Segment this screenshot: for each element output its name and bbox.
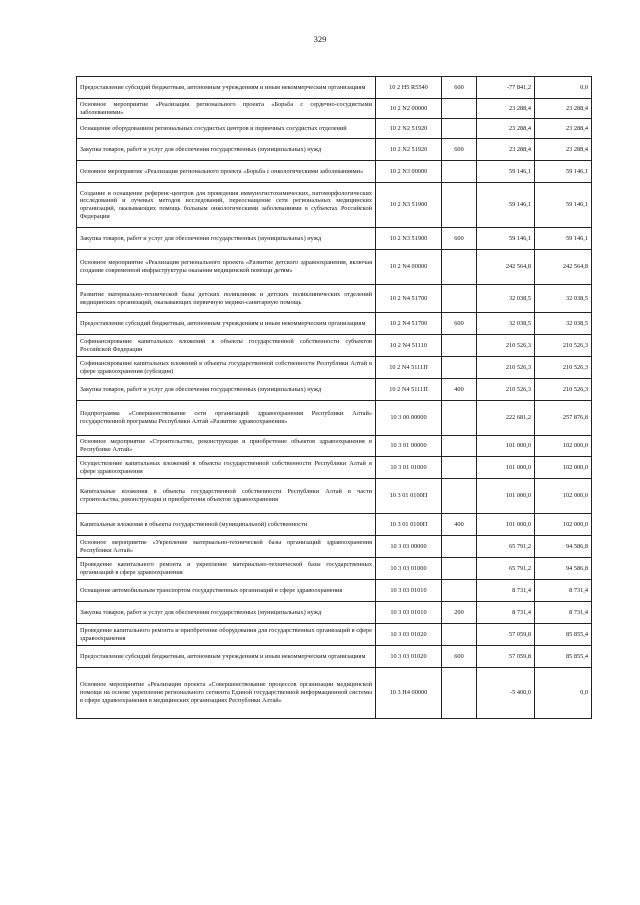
table-row — [77, 250, 592, 285]
row-amount-2-cell: 102 000,0 — [535, 479, 592, 514]
row-amount-2-cell: 59 146,1 — [535, 183, 592, 228]
row-amount-1-cell: 8 731,4 — [477, 602, 535, 624]
row-code-cell: 10 2 N3 51900 — [376, 183, 442, 228]
row-expense-type-cell — [442, 457, 477, 479]
row-code-cell: 10 3 01 00000 — [376, 436, 442, 457]
row-expense-type-cell — [442, 668, 477, 719]
row-name-cell: Осуществление капитальных вложений в объекты государственной собственности Республики Алтай в сфере здравоохранения — [77, 457, 376, 479]
row-amount-2-cell: 59 146,1 — [535, 228, 592, 250]
row-expense-type-cell — [442, 558, 477, 580]
table-row — [77, 624, 592, 646]
row-name-cell: Оснащение оборудованием региональных сосудистых центров и первичных сосудистых отделений — [77, 119, 376, 139]
row-amount-1-cell: 222 681,2 — [477, 401, 535, 436]
row-amount-2-cell: 59 146,1 — [535, 161, 592, 183]
table-row — [77, 119, 592, 139]
row-code-cell: 10 2 N2 00000 — [376, 99, 442, 119]
row-amount-2-cell: 102 000,0 — [535, 514, 592, 536]
row-amount-1-cell: 32 038,5 — [477, 313, 535, 335]
budget-table — [76, 76, 592, 719]
table-row — [77, 285, 592, 313]
table-row — [77, 580, 592, 602]
row-expense-type-cell — [442, 479, 477, 514]
row-code-cell: 10 3 03 01020 — [376, 646, 442, 668]
row-amount-1-cell: 101 000,0 — [477, 457, 535, 479]
row-code-cell: 10 2 N4 00000 — [376, 250, 442, 285]
row-code-cell: 10 2 N4 51700 — [376, 285, 442, 313]
table-row — [77, 602, 592, 624]
row-amount-2-cell: 102 000,0 — [535, 457, 592, 479]
row-name-cell: Развитие материально-технической базы детских поликлиник и детских поликлинических отделений медицинских организаций, оказывающих первичную медико-санитарную помощь — [77, 285, 376, 313]
row-expense-type-cell — [442, 536, 477, 558]
row-amount-1-cell: 65 791,2 — [477, 536, 535, 558]
row-expense-type-cell — [442, 580, 477, 602]
page-number: 329 — [313, 34, 327, 44]
row-expense-type-cell: 600 — [442, 139, 477, 161]
row-name-cell: Оснащение автомобильным транспортом государственных организаций в сфере здравоохранения — [77, 580, 376, 602]
row-amount-2-cell: 257 876,8 — [535, 401, 592, 436]
row-code-cell: 10 2 N3 51900 — [376, 228, 442, 250]
row-amount-2-cell: 210 526,3 — [535, 357, 592, 379]
row-code-cell: 10 3 03 01000 — [376, 558, 442, 580]
table-row — [77, 646, 592, 668]
row-name-cell: Закупка товаров, работ и услуг для обеспечения государственных (муниципальных) нужд — [77, 139, 376, 161]
row-amount-1-cell: 101 000,0 — [477, 514, 535, 536]
row-amount-2-cell: 32 038,5 — [535, 313, 592, 335]
row-amount-1-cell: 210 526,3 — [477, 379, 535, 401]
row-expense-type-cell — [442, 401, 477, 436]
row-code-cell: 10 3 01 0100П — [376, 514, 442, 536]
row-amount-2-cell: 102 000,0 — [535, 436, 592, 457]
row-code-cell: 10 2 N4 5111П — [376, 357, 442, 379]
row-name-cell: Предоставление субсидий бюджетным, автономным учреждениям и иным некоммерческим организациям — [77, 77, 376, 99]
row-amount-1-cell: 57 059,8 — [477, 624, 535, 646]
row-code-cell: 10 3 03 01010 — [376, 580, 442, 602]
table-row — [77, 668, 592, 719]
table-row — [77, 99, 592, 119]
table-row — [77, 514, 592, 536]
row-amount-2-cell: 210 526,3 — [535, 335, 592, 357]
row-code-cell: 10 3 01 0100П — [376, 479, 442, 514]
row-code-cell: 10 2 N4 51700 — [376, 313, 442, 335]
row-name-cell: Основное мероприятие «Реализация регионального проекта «Развитие детского здравоохранения, включая создание современной инфраструктуры оказания медицинской помощи детям» — [77, 250, 376, 285]
row-code-cell: 10 3 01 01000 — [376, 457, 442, 479]
row-amount-2-cell: 32 038,5 — [535, 285, 592, 313]
row-amount-2-cell: 0,0 — [535, 77, 592, 99]
row-expense-type-cell — [442, 285, 477, 313]
table-row — [77, 558, 592, 580]
row-expense-type-cell — [442, 357, 477, 379]
row-amount-2-cell: 8 731,4 — [535, 602, 592, 624]
row-amount-2-cell: 85 855,4 — [535, 624, 592, 646]
row-expense-type-cell: 600 — [442, 228, 477, 250]
row-code-cell: 10 2 N2 51920 — [376, 119, 442, 139]
row-amount-1-cell: 23 288,4 — [477, 99, 535, 119]
table-row — [77, 161, 592, 183]
row-expense-type-cell — [442, 335, 477, 357]
row-code-cell: 10 3 03 01020 — [376, 624, 442, 646]
row-expense-type-cell — [442, 99, 477, 119]
row-code-cell: 10 3 Н4 00000 — [376, 668, 442, 719]
row-amount-2-cell: 242 564,8 — [535, 250, 592, 285]
budget-table-body — [77, 77, 592, 719]
row-expense-type-cell — [442, 119, 477, 139]
row-amount-2-cell: 23 288,4 — [535, 99, 592, 119]
row-amount-2-cell: 23 288,4 — [535, 139, 592, 161]
table-row — [77, 357, 592, 379]
row-amount-2-cell: 8 731,4 — [535, 580, 592, 602]
table-row — [77, 536, 592, 558]
row-expense-type-cell — [442, 183, 477, 228]
row-name-cell: Предоставление субсидий бюджетным, автономным учреждениям и иным некоммерческим организациям — [77, 313, 376, 335]
row-name-cell: Софинансирование капитальных вложений в объекты государственной собственности субъектов Российской Федерации — [77, 335, 376, 357]
table-row — [77, 479, 592, 514]
row-amount-1-cell: 210 526,3 — [477, 335, 535, 357]
table-row — [77, 379, 592, 401]
row-amount-1-cell: 23 288,4 — [477, 139, 535, 161]
row-amount-2-cell: 210 526,3 — [535, 379, 592, 401]
row-amount-1-cell: 101 000,0 — [477, 436, 535, 457]
row-amount-1-cell: 59 146,1 — [477, 183, 535, 228]
row-name-cell: Основное мероприятие «Реализация регионального проекта «Борьба с сердечно-сосудистыми заболеваниями» — [77, 99, 376, 119]
row-name-cell: Основное мероприятие «Реализация регионального проекта «Борьба с онкологическими заболеваниями» — [77, 161, 376, 183]
row-name-cell: Проведение капитального ремонта и укрепление материально-технической базы государственных организаций в сфере здравоохранения — [77, 558, 376, 580]
row-name-cell: Предоставление субсидий бюджетным, автономным учреждениям и иным некоммерческим организациям — [77, 646, 376, 668]
row-expense-type-cell: 600 — [442, 77, 477, 99]
row-code-cell: 10 2 N3 00000 — [376, 161, 442, 183]
table-row — [77, 401, 592, 436]
row-code-cell: 10 2 N4 5111П — [376, 379, 442, 401]
row-amount-1-cell: 65 791,2 — [477, 558, 535, 580]
row-name-cell: Капитальные вложения в объекты государственной собственности Республики Алтай в части строительства, реконструкции и приобретения объектов здравоохранения — [77, 479, 376, 514]
row-expense-type-cell: 600 — [442, 313, 477, 335]
row-name-cell: Закупка товаров, работ и услуг для обеспечения государственных (муниципальных) нужд — [77, 602, 376, 624]
row-expense-type-cell — [442, 436, 477, 457]
table-row — [77, 77, 592, 99]
row-expense-type-cell — [442, 161, 477, 183]
row-name-cell: Подпрограмма «Совершенствование сети организаций здравоохранения Республики Алтай» государственной программы Республики Алтай «Развитие здравоохранения» — [77, 401, 376, 436]
row-amount-1-cell: 59 146,1 — [477, 161, 535, 183]
row-code-cell: 10 2 Н5 R5540 — [376, 77, 442, 99]
row-name-cell: Закупка товаров, работ и услуг для обеспечения государственных (муниципальных) нужд — [77, 228, 376, 250]
table-row — [77, 313, 592, 335]
row-code-cell: 10 2 N4 51110 — [376, 335, 442, 357]
row-amount-1-cell: 210 526,3 — [477, 357, 535, 379]
row-amount-2-cell: 0,0 — [535, 668, 592, 719]
row-amount-1-cell: -5 400,0 — [477, 668, 535, 719]
table-row — [77, 436, 592, 457]
row-amount-1-cell: 101 000,0 — [477, 479, 535, 514]
table-row — [77, 228, 592, 250]
row-amount-1-cell: 242 564,8 — [477, 250, 535, 285]
row-amount-1-cell: 59 146,1 — [477, 228, 535, 250]
row-expense-type-cell — [442, 250, 477, 285]
row-expense-type-cell: 600 — [442, 646, 477, 668]
row-name-cell: Закупка товаров, работ и услуг для обеспечения государственных (муниципальных) нужд — [77, 379, 376, 401]
row-code-cell: 10 3 00 00000 — [376, 401, 442, 436]
row-amount-1-cell: 57 059,8 — [477, 646, 535, 668]
row-amount-2-cell: 23 288,4 — [535, 119, 592, 139]
table-row — [77, 335, 592, 357]
row-expense-type-cell: 400 — [442, 379, 477, 401]
row-amount-1-cell: 23 288,4 — [477, 119, 535, 139]
row-amount-1-cell: 8 731,4 — [477, 580, 535, 602]
row-name-cell: Основное мероприятие «Укрепление материально-технической базы организаций здравоохранения Республики Алтай» — [77, 536, 376, 558]
row-name-cell: Капитальные вложения в объекты государственной (муниципальной) собственности — [77, 514, 376, 536]
row-code-cell: 10 2 N2 51920 — [376, 139, 442, 161]
row-name-cell: Основное мероприятие «Реализация проекта «Совершенствование процессов организации медицинской помощи на основе укрепления регионального сегмента Единой государственной информационной системы в сфере здравоохранения в медицинских организациях Республики Алтай» — [77, 668, 376, 719]
row-amount-2-cell: 94 586,8 — [535, 558, 592, 580]
row-code-cell: 10 3 03 00000 — [376, 536, 442, 558]
table-row — [77, 457, 592, 479]
row-name-cell: Проведение капитального ремонта и приобретение оборудования для государственных организаций в сфере здравоохранения — [77, 624, 376, 646]
row-amount-2-cell: 85 855,4 — [535, 646, 592, 668]
row-name-cell: Основное мероприятие «Строительство, реконструкция и приобретение объектов здравоохранения в Республике Алтай» — [77, 436, 376, 457]
row-name-cell: Софинансирование капитальных вложений в объекты государственной собственности Республики Алтай в сфере здравоохранения (субсидия) — [77, 357, 376, 379]
row-code-cell: 10 3 03 01010 — [376, 602, 442, 624]
row-expense-type-cell: 400 — [442, 514, 477, 536]
table-row — [77, 139, 592, 161]
table-row — [77, 183, 592, 228]
row-name-cell: Создание и оснащение референс-центров для проведения иммуногистохимических, патоморфологических исследований и лучевых методов исследований, переоснащение сети региональных медицинских организаций, оказывающих помощь больным онкологическими заболеваниями в субъектах Российской Федерации — [77, 183, 376, 228]
row-expense-type-cell: 200 — [442, 602, 477, 624]
row-amount-1-cell: 32 038,5 — [477, 285, 535, 313]
row-amount-2-cell: 94 586,8 — [535, 536, 592, 558]
row-amount-1-cell: -77 841,2 — [477, 77, 535, 99]
row-expense-type-cell — [442, 624, 477, 646]
